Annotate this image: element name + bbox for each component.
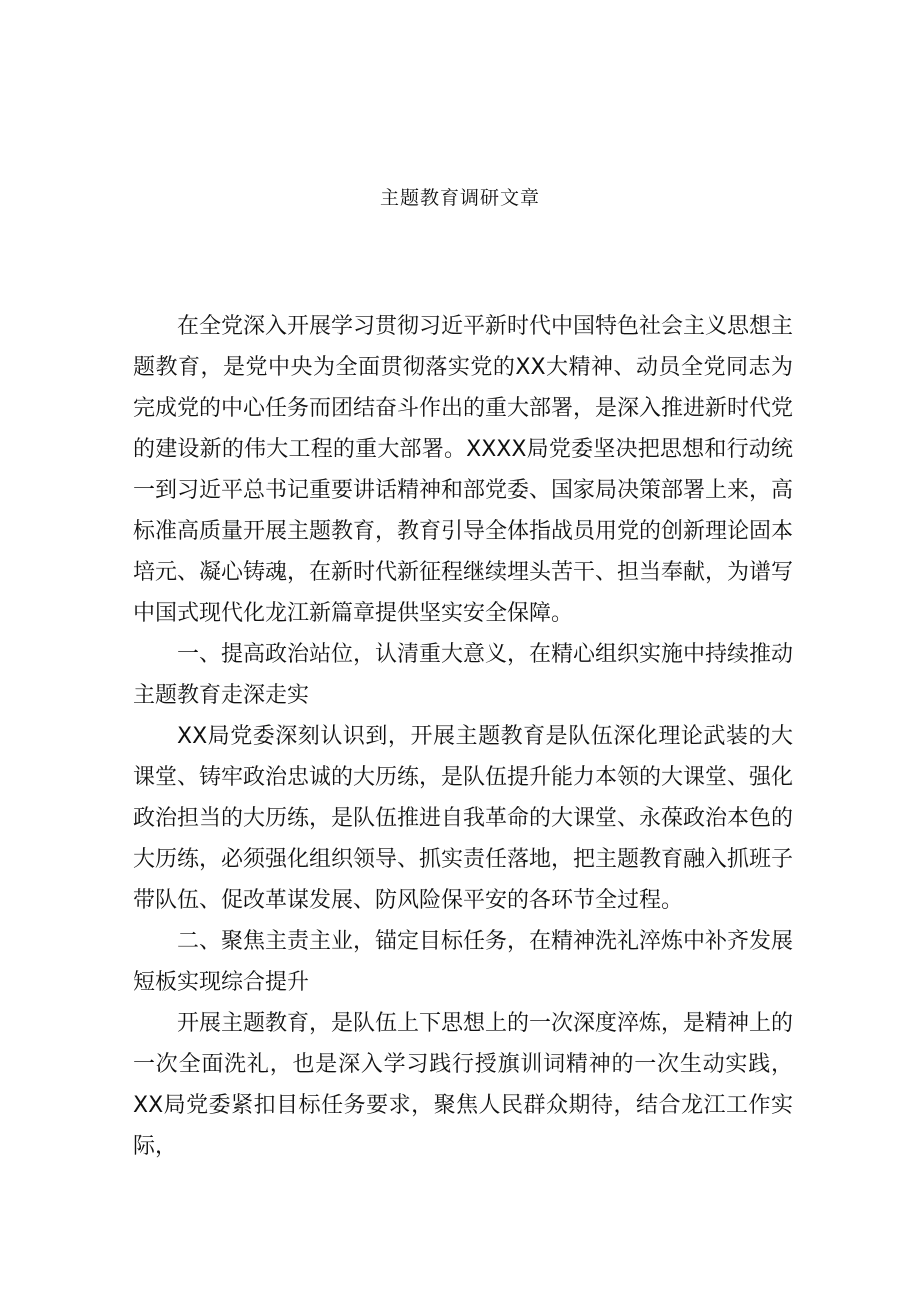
paragraph-section-1: XX局党委深刻认识到，开展主题教育是队伍深化理论武装的大课堂、铸牢政治忠诚的大历练，是队伍提升能力本领的大课堂、强化政治担当的大历练，是队伍推进自我革命的大课堂、永葆政治本色的大历练，必须强化组织领导、抓实责任落地，把主题教育融入抓班子带队伍、促改革谋发展、防风险保平安的各环节全过程。 bbox=[133, 724, 794, 913]
section-heading-1: 一、提高政治站位，认清重大意义，在精心组织实施中持续推动主题教育走深走实 bbox=[133, 642, 794, 708]
paragraph-section-2: 开展主题教育，是队伍上下思想上的一次深度淬炼，是精神上的一次全面洗礼，也是深入学习践行授旗训词精神的一次生动实践，XX局党委紧扣目标任务要求，聚焦人民群众期待，结合龙江工作实际， bbox=[133, 1011, 794, 1159]
section-heading-2: 二、聚焦主责主业，锚定目标任务，在精神洗礼淬炼中补齐发展短板实现综合提升 bbox=[133, 929, 794, 995]
paragraph-intro: 在全党深入开展学习贯彻习近平新时代中国特色社会主义思想主题教育，是党中央为全面贯彻落实党的XX大精神、动员全党同志为完成党的中心任务而团结奋斗作出的重大部署，是深入推进新时代党的建设新的伟大工程的重大部署。XXXX局党委坚决把思想和行动统一到习近平总书记重要讲话精神和部党委、国家局决策部署上来，高标准高质量开展主题教育，教育引导全体指战员用党的创新理论固本培元、凝心铸魂，在新时代新征程继续埋头苦干、担当奉献，为谱写中国式现代化龙江新篇章提供坚实安全保障。 bbox=[133, 314, 794, 626]
document-title: 主题教育调研文章 bbox=[379, 187, 540, 209]
document-body bbox=[133, 306, 793, 1167]
